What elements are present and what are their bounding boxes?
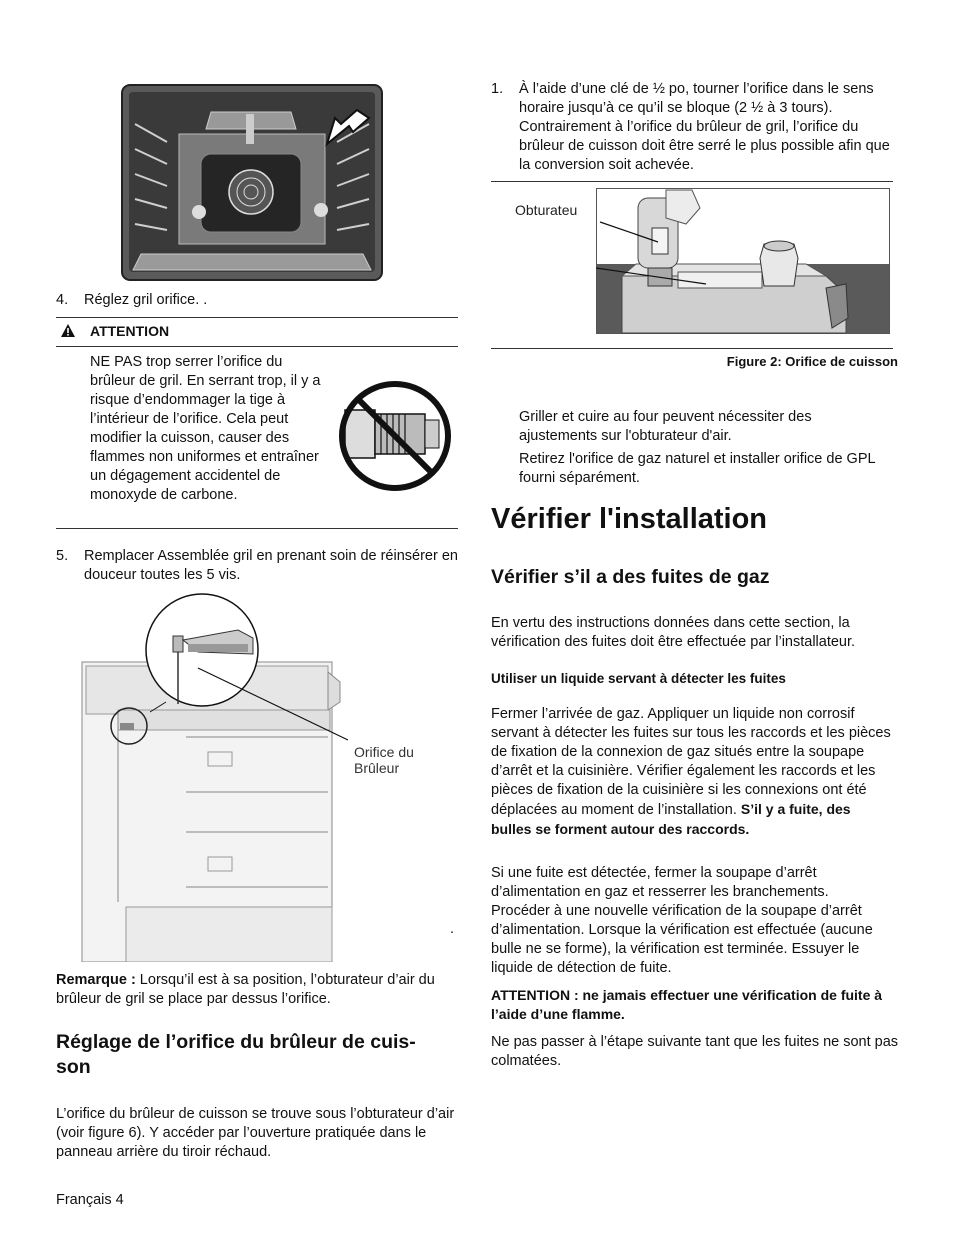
bold-heading: Utiliser un liquide servant à détecter les fuites bbox=[491, 671, 786, 686]
final-paragraph: Ne pas passer à l’étape suivante tant que les fuites ne sont pas colmatées. bbox=[491, 1034, 899, 1069]
attention-bottom-rule bbox=[56, 528, 458, 529]
figure-dot: . bbox=[450, 921, 455, 937]
step-text: Réglez gril orifice. . bbox=[84, 292, 208, 308]
figure-label-orifice bbox=[354, 744, 414, 776]
section-heading-line: Réglage de l’orifice du brûleur de cuis- bbox=[56, 1031, 416, 1053]
page-footer: Français 4 bbox=[56, 1192, 124, 1208]
cooking-orifice-figure bbox=[596, 188, 890, 334]
figure-bottom-rule bbox=[491, 348, 893, 349]
paragraph-bold: S’il y a fuite, des bulles se forment autour des raccords. bbox=[491, 801, 851, 837]
step-number: 5. bbox=[56, 548, 69, 564]
range-broiler-figure bbox=[78, 592, 348, 962]
section-heading bbox=[56, 1030, 466, 1080]
subtitle: Vérifier s’il a des fuites de gaz bbox=[491, 566, 770, 588]
figure-label-line: Orifice du bbox=[354, 744, 414, 760]
warning-triangle-icon bbox=[60, 323, 76, 343]
do-not-overtighten-icon bbox=[337, 380, 453, 497]
step-number: 4. bbox=[56, 292, 69, 308]
remark bbox=[56, 971, 462, 1009]
attention-label: ATTENTION bbox=[90, 323, 170, 339]
page-title: Vérifier l'installation bbox=[491, 503, 768, 535]
figure-top-rule bbox=[491, 181, 893, 182]
remark-label: Remarque : bbox=[56, 972, 136, 988]
intro-paragraph: En vertu des instructions données dans cette section, la vérification des fuites doit être effectuée par l’installateur. bbox=[491, 615, 856, 650]
attention-body: NE PAS trop serrer l’orifice du brûleur de gril. En serrant trop, il y a risque d’endommager la tige à l’intérieur de l’orifice. Cela peut modifier la cuisson, causer des flammes non uniformes et entraîner un dégagement accidentel de monoxyde de carbone. bbox=[90, 354, 321, 503]
step-text: À l’aide d’une clé de ½ po, tourner l’orifice dans le sens horaire jusqu’à ce qu’il se bloque (2 ½ à 3 tours). Contrairement à l’orifice du brûleur de gril, l’orifice du brûleur de cuisson doit être serré le plus possible afin que la conversion soit achevée. bbox=[519, 81, 890, 173]
remark-text: Lorsqu’il est à sa position, l’obturateur d’air du brûleur de gril se place par dessus l’orifice. bbox=[56, 972, 435, 1007]
leak-found-paragraph: Si une fuite est détectée, fermer la soupape d’arrêt d’alimentation en gaz et resserrer les branchements. Procéder à une nouvelle vérification de la soupape d’arrêt d’alimentation. Lorsque la vérification est effectuée (aucune bulle ne se forme), la vérification est terminée. Essuyer le liquide de détection de fuite. bbox=[491, 865, 873, 976]
paragraph: Griller et cuire au four peuvent nécessiter des ajustements sur l'obturateur d'air. bbox=[519, 409, 812, 444]
attention-top-rule bbox=[56, 317, 458, 318]
paragraph-text: Fermer l’arrivée de gaz. Appliquer un liquide non corrosif servant à détecter les fuites sur tous les raccords et les pièces de fixation de la connexion de gaz situés entre la soupape d’arrêt et la cuisinière. Vérifier également les raccords et les pièces de fixation de la cuisinière si les connexions ont été déplacées au moment de l’installation. bbox=[491, 706, 891, 818]
step-number: 1. bbox=[491, 81, 504, 97]
oven-interior-photo bbox=[121, 84, 383, 281]
section-heading-line: son bbox=[56, 1056, 91, 1078]
figure-caption: Figure 2: Orifice de cuisson bbox=[726, 354, 898, 369]
leak-test-paragraph bbox=[491, 705, 891, 840]
warning-paragraph: ATTENTION : ne jamais effectuer une vérification de fuite à l’aide d’une flamme. bbox=[491, 987, 883, 1022]
paragraph: Retirez l'orifice de gaz naturel et installer orifice de GPL fourni séparément. bbox=[519, 451, 876, 486]
step-text: Remplacer Assemblée gril en prenant soin de réinsérer en douceur toutes les 5 vis. bbox=[84, 548, 458, 583]
attention-header-rule bbox=[56, 346, 458, 347]
figure-label-line: Brûleur bbox=[354, 760, 400, 776]
figure-label-shutter: Obturateu bbox=[515, 202, 578, 218]
section-body: L’orifice du brûleur de cuisson se trouve sous l’obturateur d’air (voir figure 6). Y accéder par l’ouverture pratiquée dans le panneau arrière du tiroir réchaud. bbox=[56, 1106, 455, 1160]
